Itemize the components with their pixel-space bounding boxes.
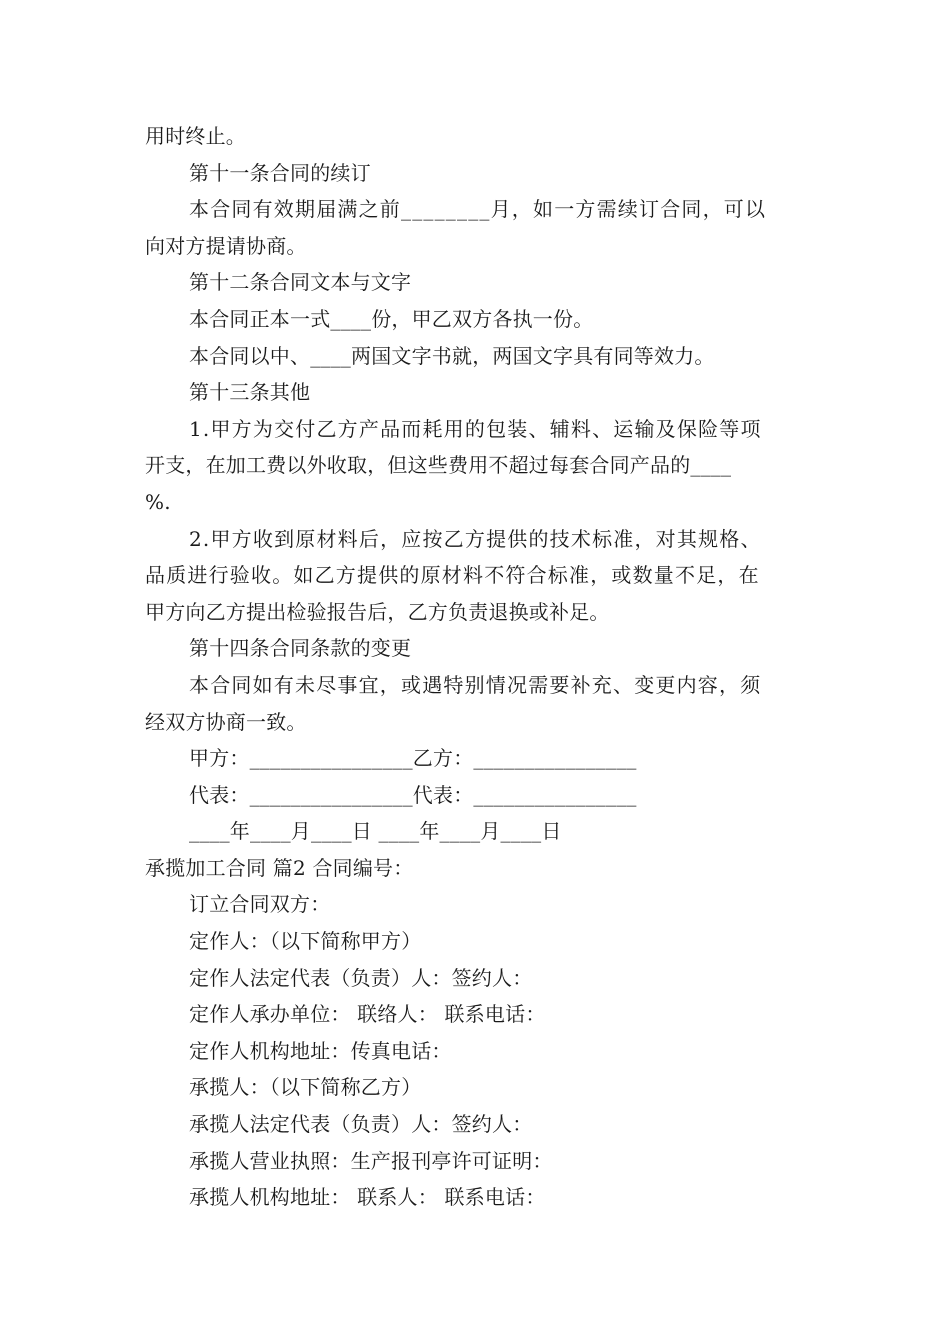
- text-line: 第十一条合同的续订: [189, 160, 371, 185]
- text-line: %.: [145, 489, 171, 514]
- text-line: 向对方提请协商。: [145, 233, 307, 258]
- text-line: 2.甲方收到原材料后，应按乙方提供的技术标准，对其规格、: [189, 526, 762, 551]
- text-line: 承揽人：（以下简称乙方）: [189, 1075, 422, 1100]
- text-line: 承揽加工合同 篇2 合同编号：: [145, 855, 414, 880]
- text-line: 开支，在加工费以外收取，但这些费用不超过每套合同产品的____: [145, 453, 732, 478]
- document-body: [145, 118, 807, 1216]
- text-line: 1.甲方为交付乙方产品而耗用的包装、辅料、运输及保险等项: [189, 416, 762, 441]
- text-line: 经双方协商一致。: [145, 709, 307, 734]
- text-line: 定作人承办单位： 联络人： 联系电话：: [189, 1002, 546, 1027]
- text-line: ____年____月____日 ____年____月____日: [189, 819, 562, 844]
- text-line: 甲方：________________乙方：________________: [189, 746, 637, 771]
- text-line: 甲方向乙方提出检验报告后，乙方负责退换或补足。: [145, 599, 610, 624]
- text-line: 订立合同双方：: [189, 892, 331, 917]
- text-line: 承揽人法定代表（负责）人：签约人：: [189, 1112, 533, 1137]
- text-line: 第十四条合同条款的变更: [189, 636, 412, 661]
- text-line: 定作人机构地址：传真电话：: [189, 1038, 452, 1063]
- text-line: 承揽人营业执照：生产报刊亭许可证明：: [189, 1148, 553, 1173]
- text-line: 用时终止。: [145, 124, 246, 148]
- text-line: 定作人：（以下简称甲方）: [189, 929, 422, 954]
- text-line: 代表：________________代表：________________: [189, 782, 637, 807]
- text-line: 定作人法定代表（负责）人：签约人：: [189, 965, 533, 990]
- text-line: 承揽人机构地址： 联系人： 联系电话：: [189, 1185, 546, 1210]
- text-line: 本合同如有未尽事宜，或遇特别情况需要补充、变更内容，须: [189, 672, 762, 697]
- text-line: 本合同有效期届满之前________月，如一方需续订合同，可以: [189, 197, 767, 222]
- text-line: 本合同以中、____两国文字书就，两国文字具有同等效力。: [189, 343, 715, 368]
- text-line: 品质进行验收。如乙方提供的原材料不符合标准，或数量不足，在: [145, 563, 760, 588]
- text-line: 本合同正本一式____份，甲乙双方各执一份。: [189, 306, 594, 331]
- text-line: 第十三条其他: [189, 380, 311, 405]
- text-line: 第十二条合同文本与文字: [189, 270, 412, 295]
